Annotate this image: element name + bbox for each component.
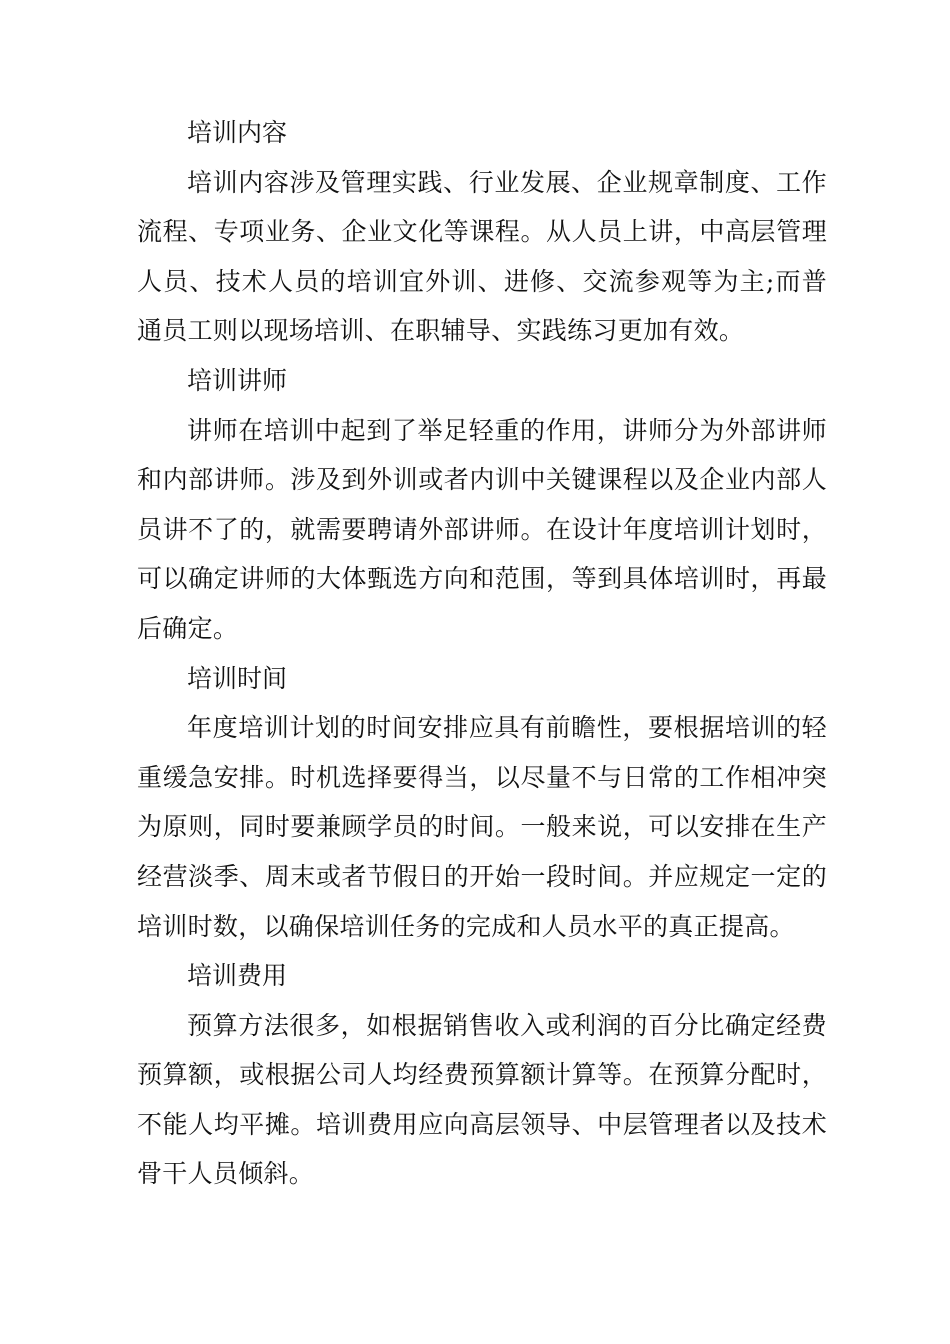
section-training-cost (137, 951, 827, 1199)
section-heading: 培训费用 (187, 961, 288, 991)
section-training-time (137, 654, 827, 952)
section-paragraph: 培训内容涉及管理实践、行业发展、企业规章制度、工作流程、专项业务、企业文化等课程。从人员上讲，中高层管理人员、技术人员的培训宜外训、进修、交流参观等为主;而普通员工则以现场培训、在职辅导、实践练习更加有效。 (137, 167, 827, 346)
section-heading: 培训时间 (187, 663, 288, 693)
section-paragraph: 讲师在培训中起到了举足轻重的作用，讲师分为外部讲师和内部讲师。涉及到外训或者内训中关键课程以及企业内部人员讲不了的，就需要聘请外部讲师。在设计年度培训计划时，可以确定讲师的大体甄选方向和范围，等到具体培训时，再最后确定。 (137, 415, 827, 643)
section-paragraph: 预算方法很多，如根据销售收入或利润的百分比确定经费预算额，或根据公司人均经费预算额计算等。在预算分配时，不能人均平摊。培训费用应向高层领导、中层管理者以及技术骨干人员倾斜。 (137, 1010, 827, 1189)
section-paragraph: 年度培训计划的时间安排应具有前瞻性，要根据培训的轻重缓急安排。时机选择要得当，以尽量不与日常的工作相冲突为原则，同时要兼顾学员的时间。一般来说，可以安排在生产经营淡季、周末或者节假日的开始一段时间。并应规定一定的培训时数，以确保培训任务的完成和人员水平的真正提高。 (137, 713, 827, 941)
section-training-lecturer (137, 356, 827, 654)
section-heading: 培训内容 (187, 118, 288, 147)
section-training-content (137, 108, 827, 356)
document-body (137, 108, 827, 1199)
section-heading: 培训讲师 (187, 365, 288, 395)
